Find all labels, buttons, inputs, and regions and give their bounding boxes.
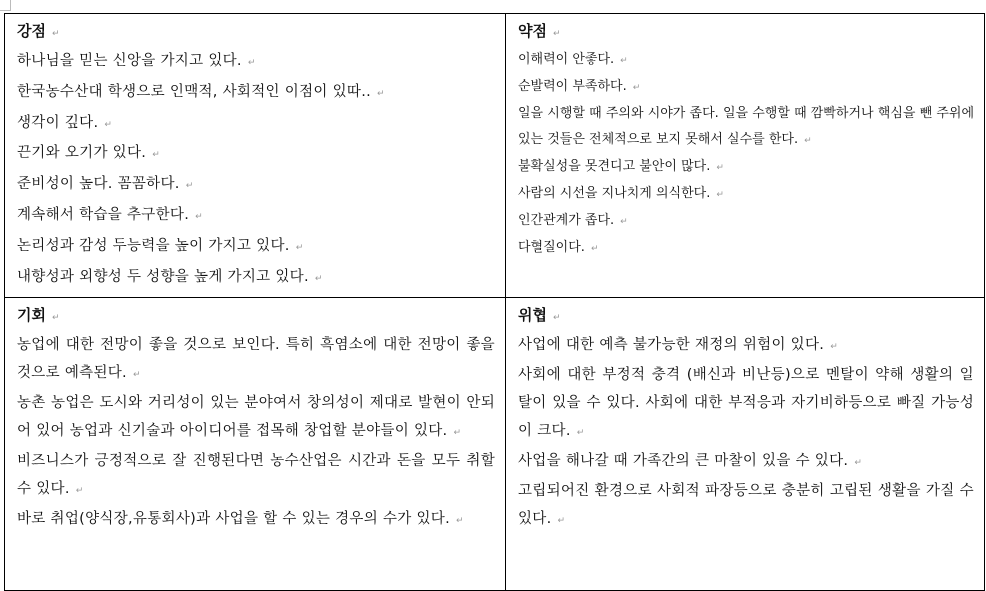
strength-item: 내향성과 외향성 두 성향을 높게 가지고 있다. ↵ bbox=[17, 263, 495, 294]
opportunity-item: 바로 취업(양식장,유통회사)과 사업을 할 수 있는 경우의 수가 있다. ↵ bbox=[17, 505, 495, 535]
weakness-item: 불확실성을 못견디고 불안이 많다. ↵ bbox=[518, 154, 974, 181]
weakness-item: 일을 시행할 때 주의와 시야가 좁다. 일을 수행할 때 깜빡하거나 핵심을 뺀 주위에 있는 것들은 전체적으로 보지 못해서 실수를 한다. ↵ bbox=[518, 101, 974, 154]
opportunity-item: 비즈니스가 긍정적으로 잘 진행된다면 농수산업은 시간과 돈을 모두 취할 수 있다. ↵ bbox=[17, 447, 495, 505]
swot-table bbox=[4, 13, 985, 591]
opportunities-cell bbox=[5, 298, 506, 591]
opportunity-item: 농업에 대한 전망이 좋을 것으로 보인다. 특히 흑염소에 대한 전망이 좋을 것으로 예측된다. ↵ bbox=[17, 331, 495, 389]
weakness-item: 순발력이 부족하다. ↵ bbox=[518, 74, 974, 101]
weaknesses-cell bbox=[506, 14, 985, 298]
page-corner-mark bbox=[0, 0, 11, 11]
threats-cell bbox=[506, 298, 985, 591]
threats-title: 위협 ↵ bbox=[518, 302, 974, 331]
weaknesses-title: 약점 ↵ bbox=[518, 18, 974, 47]
strengths-title: 강점 ↵ bbox=[17, 18, 495, 47]
strength-item: 하나님을 믿는 신앙을 가지고 있다. ↵ bbox=[17, 47, 495, 78]
strength-item: 계속해서 학습을 추구한다. ↵ bbox=[17, 201, 495, 232]
strength-item: 한국농수산대 학생으로 인맥적, 사회적인 이점이 있따.. ↵ bbox=[17, 78, 495, 109]
strength-item: 끈기와 오기가 있다. ↵ bbox=[17, 139, 495, 170]
strength-item: 논리성과 감성 두능력을 높이 가지고 있다. ↵ bbox=[17, 232, 495, 263]
threat-item: 사업을 해나갈 때 가족간의 큰 마찰이 있을 수 있다. ↵ bbox=[518, 447, 974, 477]
strength-item: 준비성이 높다. 꼼꼼하다. ↵ bbox=[17, 170, 495, 201]
strengths-cell bbox=[5, 14, 506, 298]
weakness-item: 사람의 시선을 지나치게 의식한다. ↵ bbox=[518, 181, 974, 208]
weakness-item: 이해력이 안좋다. ↵ bbox=[518, 47, 974, 74]
weakness-item: 다혈질이다. ↵ bbox=[518, 235, 974, 262]
threat-item: 고립되어진 환경으로 사회적 파장등으로 충분히 고립된 생활을 가질 수 있다. ↵ bbox=[518, 477, 974, 535]
opportunities-title: 기회 ↵ bbox=[17, 302, 495, 331]
threat-item: 사회에 대한 부정적 충격 (배신과 비난등)으로 멘탈이 약해 생활의 일탈이 있을 수 있다. 사회에 대한 부적응과 자기비하등으로 빠질 가능성이 크다. ↵ bbox=[518, 361, 974, 447]
threat-item: 사업에 대한 예측 불가능한 재정의 위험이 있다. ↵ bbox=[518, 331, 974, 361]
strength-item: 생각이 깊다. ↵ bbox=[17, 109, 495, 140]
opportunity-item: 농촌 농업은 도시와 거리성이 있는 분야여서 창의성이 제대로 발현이 안되어 있어 농업과 신기술과 아이디어를 접목해 창업할 분야들이 있다. ↵ bbox=[17, 389, 495, 447]
weakness-item: 인간관계가 좁다. ↵ bbox=[518, 208, 974, 235]
